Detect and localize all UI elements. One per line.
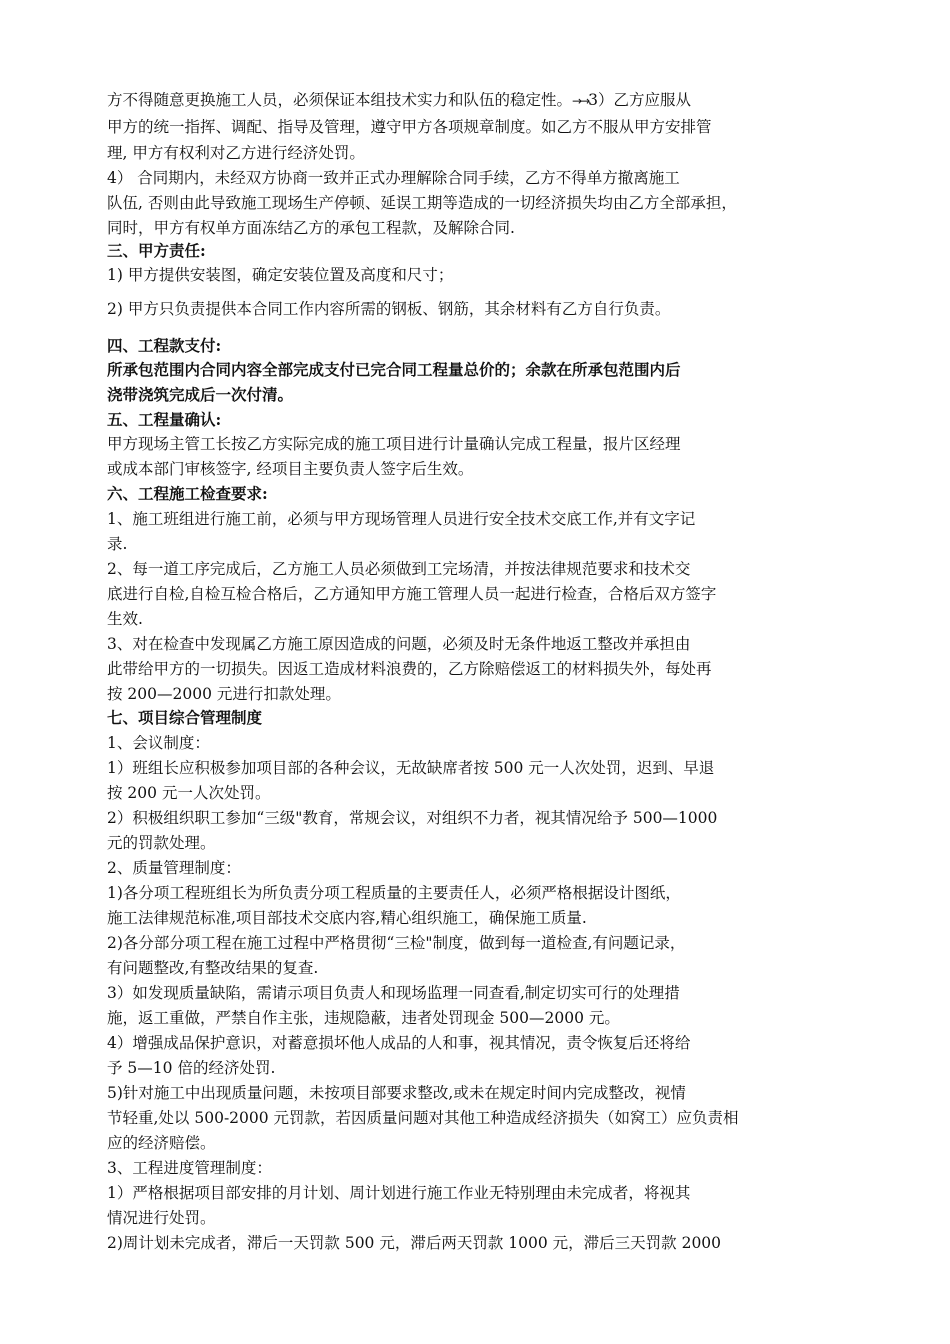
text-line: 4）增强成品保护意识，对蓄意损坏他人成品的人和事，视其情况，责令恢复后还将给: [107, 1034, 691, 1052]
section-heading: 七、项目综合管理制度: [107, 708, 263, 727]
text-line: 按 200—2000 元进行扣款处理。: [107, 685, 341, 703]
list-item: 1) 甲方提供安装图，确定安装位置及高度和尺寸；: [107, 266, 454, 284]
line-text: 方不得随意更换施工人员，必须保证本组技术实力和队伍的稳定性。: [107, 91, 573, 109]
text-line: 2)各分部分项工程在施工过程中严格贯彻“三检"制度，做到每一道检查,有问题记录，: [107, 934, 686, 952]
text-line: 生效.: [107, 610, 143, 628]
text-line: 底进行自检,自检互检合格后，乙方通知甲方施工管理人员一起进行检查，合格后双方签字: [107, 585, 717, 603]
text-line: 所承包范围内合同内容全部完成支付已完合同工程量总价的；余款在所承包范围内后: [107, 360, 681, 379]
text-line: 3、对在检查中发现属乙方施工原因造成的问题，必须及时无条件地返工整改并承担由: [107, 635, 691, 653]
text-line: 施工法律规范标准,项目部技术交底内容,精心组织施工，确保施工质量.: [107, 909, 587, 927]
section-heading: 六、工程施工检查要求:: [107, 484, 268, 503]
text-line: 5)针对施工中出现质量问题，未按项目部要求整改,或未在规定时间内完成整改，视情: [107, 1084, 686, 1102]
text-line: 节轻重,处以 500-2000 元罚款，若因质量问题对其他工种造成经济损失（如窝工）应负责相: [107, 1109, 739, 1127]
text-line: 队伍, 否则由此导致施工现场生产停顿、延误工期等造成的一切经济损失均由乙方全部承担，: [107, 194, 737, 212]
text-line: 按 200 元一人次处罚。: [107, 784, 271, 802]
text-line: 2)周计划未完成者，滞后一天罚款 500 元，滞后两天罚款 1000 元，滞后三天罚款 2000: [107, 1234, 722, 1252]
text-line: 或成本部门审核签字, 经项目主要负责人签字后生效。: [107, 460, 474, 478]
text-line: 予 5—10 倍的经济处罚.: [107, 1059, 276, 1077]
text-line: 4） 合同期内，未经双方协商一致并正式办理解除合同手续，乙方不得单方撤离施工: [107, 169, 680, 187]
text-line: 甲方的统一指挥、调配、指导及管理，遵守甲方各项规章制度。如乙方不服从甲方安排管: [107, 118, 712, 136]
text-line: 录.: [107, 535, 128, 553]
text-line: 3）如发现质量缺陷，需请示项目负责人和现场监理一同查看,制定切实可行的处理措: [107, 984, 680, 1002]
text-line: 2、质量管理制度：: [107, 859, 241, 877]
text-line: [107, 88, 867, 112]
line-text-tail: 3）乙方应服从: [588, 91, 691, 109]
text-line: 有问题整改,有整改结果的复查.: [107, 959, 319, 977]
text-line: 施，返工重做，严禁自作主张，违规隐蔽，违者处罚现金 500—2000 元。: [107, 1009, 620, 1027]
text-line: 2、每一道工序完成后，乙方施工人员必须做到工完场清，并按法律规范要求和技术交: [107, 560, 691, 578]
arrow-icon: →→: [572, 94, 589, 108]
text-line: 1）班组长应积极参加项目部的各种会议，无故缺席者按 500 元一人次处罚，迟到、早退: [107, 759, 715, 777]
text-line: 同时，甲方有权单方面冻结乙方的承包工程款，及解除合同.: [107, 219, 515, 237]
section-heading: 四、工程款支付:: [107, 336, 222, 355]
text-line: 2）积极组织职工参加“三级"教育，常规会议，对组织不力者，视其情况给予 500—1000: [107, 809, 718, 827]
text-line: 浇带浇筑完成后一次付清。: [107, 385, 294, 404]
text-line: 甲方现场主管工长按乙方实际完成的施工项目进行计量确认完成工程量，报片区经理: [107, 435, 681, 453]
text-line: 1、会议制度：: [107, 734, 210, 752]
text-line: 1、施工班组进行施工前，必须与甲方现场管理人员进行安全技术交底工作,并有文字记: [107, 510, 696, 528]
list-item: 2) 甲方只负责提供本合同工作内容所需的钢板、钢筋，其余材料有乙方自行负责。: [107, 300, 671, 318]
text-line: 此带给甲方的一切损失。因返工造成材料浪费的，乙方除赔偿返工的材料损失外，每处再: [107, 660, 712, 678]
text-line: 应的经济赔偿。: [107, 1134, 216, 1152]
text-line: 情况进行处罚。: [107, 1209, 216, 1227]
text-line: 元的罚款处理。: [107, 834, 216, 852]
text-line: 3、工程进度管理制度：: [107, 1159, 272, 1177]
section-heading: 五、工程量确认:: [107, 410, 222, 429]
text-line: 1)各分项工程班组长为所负责分项工程质量的主要责任人，必须严格根据设计图纸，: [107, 884, 681, 902]
text-line: 理, 甲方有权利对乙方进行经济处罚。: [107, 144, 365, 162]
text-line: 1）严格根据项目部安排的月计划、周计划进行施工作业无特别理由未完成者，将视其: [107, 1184, 691, 1202]
section-heading: 三、甲方责任:: [107, 241, 206, 260]
